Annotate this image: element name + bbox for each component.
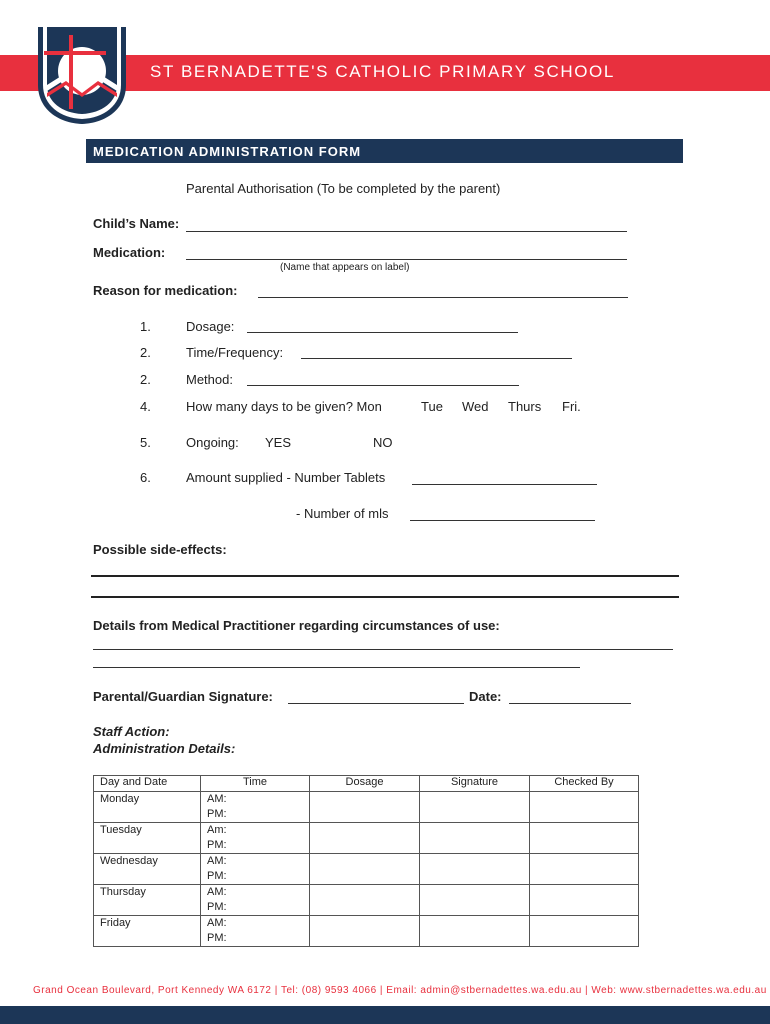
- pm-label: PM:: [207, 932, 227, 944]
- am-label: AM:: [207, 855, 227, 867]
- am-label: AM:: [207, 917, 227, 929]
- side-effects-line-2[interactable]: [91, 596, 679, 598]
- school-name: ST BERNADETTE'S CATHOLIC PRIMARY SCHOOL: [150, 62, 615, 81]
- row-time[interactable]: [201, 823, 310, 854]
- row-checked-cell[interactable]: [530, 823, 639, 854]
- row-dosage-cell[interactable]: [310, 823, 420, 854]
- row-day: Tuesday: [94, 823, 201, 854]
- col-header-signature: Signature: [420, 776, 530, 792]
- time-frequency-label: Time/Frequency:: [186, 345, 284, 360]
- row-time[interactable]: [201, 916, 310, 947]
- table-row: [94, 854, 639, 885]
- administration-table: [93, 775, 639, 947]
- amount-tablets-label: Amount supplied - Number Tablets: [186, 470, 386, 485]
- col-header-time: Time: [201, 776, 310, 792]
- day-option-thurs[interactable]: Thurs: [508, 399, 542, 414]
- row-signature-cell[interactable]: [420, 854, 530, 885]
- row-checked-cell[interactable]: [530, 916, 639, 947]
- form-subtitle: Parental Authorisation (To be completed by the parent): [186, 181, 501, 196]
- dosage-field[interactable]: [247, 332, 518, 333]
- form-title: MEDICATION ADMINISTRATION FORM: [93, 144, 362, 159]
- ongoing-label: Ongoing:: [186, 435, 239, 450]
- row-dosage-cell[interactable]: [310, 854, 420, 885]
- method-field[interactable]: [247, 385, 519, 386]
- method-label: Method:: [186, 372, 233, 387]
- dosage-label: Dosage:: [186, 319, 235, 334]
- table-row: [94, 792, 639, 823]
- ongoing-no[interactable]: NO: [373, 435, 393, 450]
- practitioner-label: Details from Medical Practitioner regarding circumstances of use:: [93, 618, 500, 633]
- side-effects-label: Possible side-effects:: [93, 542, 227, 557]
- table-row: [94, 823, 639, 854]
- school-crest-logo: [36, 27, 128, 125]
- side-effects-line-1[interactable]: [91, 575, 679, 577]
- staff-action-heading: Staff Action:: [93, 724, 170, 739]
- col-header-checked-by: Checked By: [530, 776, 639, 792]
- row-day: Monday: [94, 792, 201, 823]
- day-option-tue[interactable]: Tue: [421, 399, 443, 414]
- row-checked-cell[interactable]: [530, 792, 639, 823]
- pm-label: PM:: [207, 808, 227, 820]
- amount-number: 6.: [140, 470, 151, 485]
- row-checked-cell[interactable]: [530, 854, 639, 885]
- reason-field[interactable]: [258, 297, 628, 298]
- time-number: 2.: [140, 345, 151, 360]
- date-label: Date:: [469, 689, 502, 704]
- medication-field[interactable]: [186, 259, 627, 260]
- row-time[interactable]: [201, 792, 310, 823]
- col-header-dosage: Dosage: [310, 776, 420, 792]
- col-header-day: Day and Date: [94, 776, 201, 792]
- row-dosage-cell[interactable]: [310, 885, 420, 916]
- date-field[interactable]: [509, 703, 631, 704]
- method-number: 2.: [140, 372, 151, 387]
- amount-tablets-field[interactable]: [412, 484, 597, 485]
- dosage-number: 1.: [140, 319, 151, 334]
- row-signature-cell[interactable]: [420, 916, 530, 947]
- row-day: Thursday: [94, 885, 201, 916]
- pm-label: PM:: [207, 901, 227, 913]
- reason-label: Reason for medication:: [93, 283, 238, 298]
- row-checked-cell[interactable]: [530, 885, 639, 916]
- row-day: Wednesday: [94, 854, 201, 885]
- medication-hint: (Name that appears on label): [280, 262, 410, 273]
- childs-name-label: Child’s Name:: [93, 216, 180, 231]
- footer-contact: Grand Ocean Boulevard, Port Kennedy WA 6172 | Tel: (08) 9593 4066 | Email: admin@stbernadettes.wa.edu.au | Web: www.stbernadettes.wa.edu.au: [33, 985, 767, 996]
- ongoing-yes[interactable]: YES: [265, 435, 292, 450]
- row-signature-cell[interactable]: [420, 792, 530, 823]
- practitioner-line-2[interactable]: [93, 667, 580, 668]
- days-number: 4.: [140, 399, 151, 414]
- day-option-fri[interactable]: Fri.: [562, 399, 581, 414]
- row-dosage-cell[interactable]: [310, 792, 420, 823]
- amount-mls-label: - Number of mls: [296, 506, 389, 521]
- footer-bar: [0, 1006, 770, 1024]
- row-dosage-cell[interactable]: [310, 916, 420, 947]
- row-day: Friday: [94, 916, 201, 947]
- practitioner-line-1[interactable]: [93, 649, 673, 650]
- days-label: How many days to be given? Mon: [186, 399, 382, 414]
- row-time[interactable]: [201, 885, 310, 916]
- amount-mls-field[interactable]: [410, 520, 595, 521]
- admin-details-heading: Administration Details:: [93, 741, 236, 756]
- childs-name-field[interactable]: [186, 231, 627, 232]
- ongoing-number: 5.: [140, 435, 151, 450]
- table-row: [94, 885, 639, 916]
- table-row: [94, 916, 639, 947]
- medication-label: Medication:: [93, 245, 166, 260]
- day-option-wed[interactable]: Wed: [462, 399, 489, 414]
- pm-label: PM:: [207, 839, 227, 851]
- am-label: Am:: [207, 824, 227, 836]
- row-time[interactable]: [201, 854, 310, 885]
- am-label: AM:: [207, 793, 227, 805]
- row-signature-cell[interactable]: [420, 885, 530, 916]
- row-signature-cell[interactable]: [420, 823, 530, 854]
- signature-label: Parental/Guardian Signature:: [93, 689, 273, 704]
- am-label: AM:: [207, 886, 227, 898]
- pm-label: PM:: [207, 870, 227, 882]
- time-frequency-field[interactable]: [301, 358, 572, 359]
- signature-field[interactable]: [288, 703, 464, 704]
